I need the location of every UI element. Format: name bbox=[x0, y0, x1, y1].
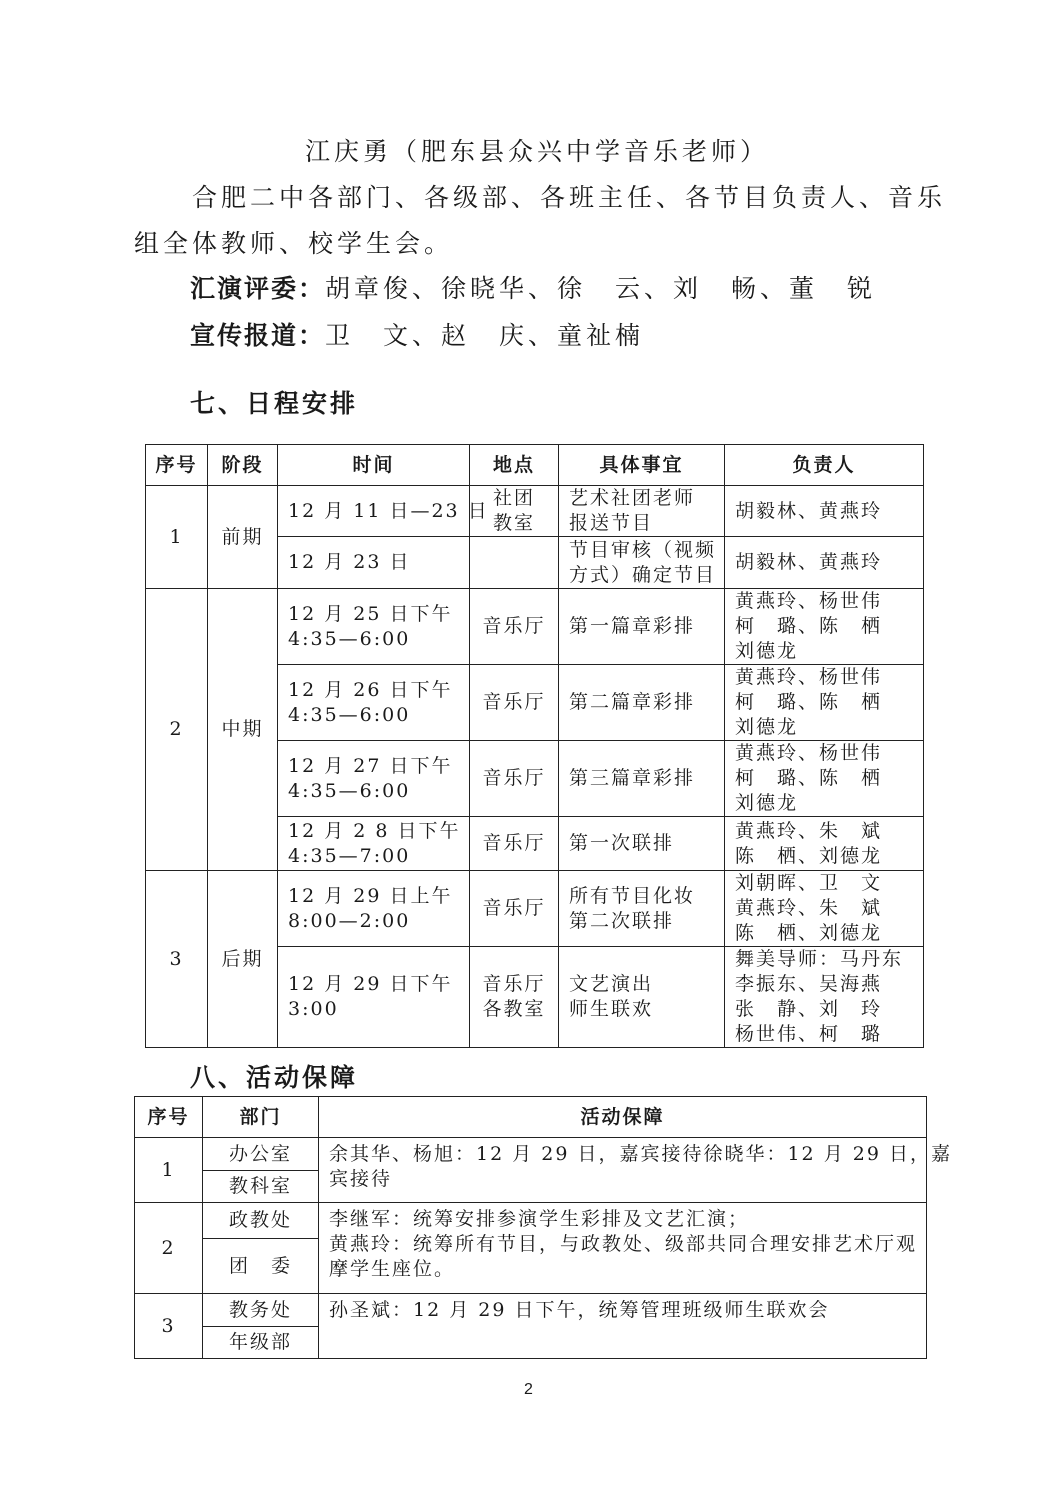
schedule-row bbox=[146, 871, 924, 947]
schedule-matter-cell-line: 第一次联排 bbox=[569, 832, 675, 854]
schedule-owner-cell bbox=[725, 589, 924, 665]
schedule-time-cell-line: 12 月 23 日 bbox=[288, 551, 411, 573]
judges-line bbox=[190, 266, 876, 312]
schedule-matter-cell bbox=[559, 665, 725, 741]
schedule-time-cell-line: 12 月 2 8 日下午 bbox=[288, 819, 461, 842]
schedule-owner-cell bbox=[725, 665, 924, 741]
schedule-matter-cell bbox=[559, 871, 725, 947]
support-no-cell: 1 bbox=[135, 1138, 203, 1203]
schedule-owner-cell-line: 刘朝晖、卫 文 bbox=[735, 872, 883, 894]
intro-line-1: 江庆勇（肥东县众兴中学音乐老师） bbox=[305, 137, 770, 166]
schedule-owner-cell-line: 胡毅林、黄燕玲 bbox=[735, 551, 883, 573]
schedule-matter-cell-line: 第三篇章彩排 bbox=[569, 767, 696, 789]
schedule-place-cell bbox=[470, 537, 559, 589]
support-dept-cell: 年级部 bbox=[203, 1327, 319, 1359]
schedule-owner-cell bbox=[725, 741, 924, 817]
press-line bbox=[190, 313, 644, 359]
schedule-owner-cell-line: 黄燕玲、朱 斌 bbox=[735, 897, 883, 919]
support-content-cell-line: 李继军：统筹安排参演学生彩排及文艺汇演； bbox=[329, 1208, 750, 1230]
schedule-owner-cell-line: 刘德龙 bbox=[735, 640, 799, 662]
schedule-owner-cell-line: 柯 璐、陈 栖 bbox=[735, 615, 883, 637]
support-content-cell bbox=[319, 1138, 952, 1203]
schedule-matter-cell bbox=[559, 486, 725, 537]
support-no-cell: 3 bbox=[135, 1294, 203, 1359]
schedule-time-cell bbox=[278, 486, 489, 537]
schedule-owner-cell-line: 柯 璐、陈 栖 bbox=[735, 767, 883, 789]
support-content-cell bbox=[319, 1294, 927, 1359]
schedule-matter-cell-line: 所有节目化妆 bbox=[569, 884, 696, 907]
schedule-owner-cell bbox=[725, 871, 924, 947]
schedule-place-cell bbox=[470, 817, 559, 871]
support-content-cell-line: 宾接待 bbox=[329, 1168, 393, 1190]
schedule-no-cell: 1 bbox=[146, 486, 208, 589]
schedule-matter-cell-line: 方式）确定节目 bbox=[569, 563, 717, 586]
support-content-cell bbox=[319, 1203, 927, 1294]
support-content-cell-line: 余其华、杨旭：12 月 29 日，嘉宾接待徐晓华：12 月 29 日，嘉 bbox=[329, 1143, 952, 1165]
schedule-time-cell-line: 4:35—6:00 bbox=[288, 627, 411, 650]
schedule-no-cell: 3 bbox=[146, 871, 208, 1048]
schedule-matter-cell-line: 师生联欢 bbox=[569, 998, 654, 1020]
support-header-cell: 部门 bbox=[203, 1097, 319, 1138]
schedule-owner-cell-line: 黄燕玲、杨世伟 bbox=[735, 666, 883, 688]
schedule-time-cell-line: 12 月 29 日上午 bbox=[288, 884, 453, 907]
support-row bbox=[135, 1203, 927, 1239]
schedule-header-cell: 负责人 bbox=[725, 445, 924, 486]
support-content-cell-line: 孙圣斌：12 月 29 日下午，统筹管理班级师生联欢会 bbox=[329, 1299, 830, 1321]
judges-names: 胡章俊、徐晓华、徐 云、刘 畅、董 锐 bbox=[325, 274, 877, 303]
press-label: 宣传报道： bbox=[190, 321, 326, 350]
schedule-stage-cell: 中期 bbox=[208, 589, 278, 871]
schedule-time-cell-line: 12 月 26 日下午 bbox=[288, 678, 453, 701]
schedule-owner-cell bbox=[725, 817, 924, 871]
schedule-matter-cell bbox=[559, 817, 725, 871]
schedule-owner-cell-line: 柯 璐、陈 栖 bbox=[735, 691, 883, 713]
support-content-cell-line: 黄燕玲：统筹所有节目，与政教处、级部共同合理安排艺术厅观 bbox=[329, 1233, 918, 1255]
intro-line-2: 合肥二中各部门、各级部、各班主任、各节目负责人、音乐 bbox=[192, 183, 947, 212]
schedule-owner-cell bbox=[725, 947, 924, 1048]
schedule-header-cell: 序号 bbox=[146, 445, 208, 486]
schedule-place-cell-line: 音乐厅 bbox=[482, 691, 546, 713]
schedule-owner-cell-line: 张 静、刘 玲 bbox=[735, 998, 883, 1020]
schedule-time-cell bbox=[278, 817, 470, 871]
schedule-no-cell: 2 bbox=[146, 589, 208, 871]
schedule-owner-cell-line: 李振东、吴海燕 bbox=[735, 973, 883, 995]
schedule-row bbox=[146, 486, 924, 537]
schedule-matter-cell-line: 第二次联排 bbox=[569, 909, 675, 932]
schedule-matter-cell bbox=[559, 741, 725, 817]
support-header-cell: 序号 bbox=[135, 1097, 203, 1138]
schedule-matter-cell-line: 节目审核（视频 bbox=[569, 538, 717, 561]
schedule-place-cell-line: 音乐厅 bbox=[482, 832, 546, 854]
schedule-matter-cell-line: 第一篇章彩排 bbox=[569, 615, 696, 637]
page-number: 2 bbox=[524, 1381, 533, 1398]
press-names: 卫 文、赵 庆、童祉楠 bbox=[325, 321, 645, 350]
schedule-stage-cell: 后期 bbox=[208, 871, 278, 1048]
schedule-time-cell-line: 4:35—6:00 bbox=[288, 703, 411, 726]
schedule-place-cell-line: 音乐厅 bbox=[482, 767, 546, 789]
schedule-owner-cell-line: 舞美导师：马丹东 bbox=[735, 948, 904, 970]
schedule-place-cell-line: 各教室 bbox=[482, 998, 546, 1020]
schedule-stage-cell: 前期 bbox=[208, 486, 278, 589]
schedule-matter-cell bbox=[559, 947, 725, 1048]
section-8-heading: 八、活动保障 bbox=[190, 1063, 359, 1092]
schedule-owner-cell bbox=[725, 486, 924, 537]
support-content-cell-line: 摩学生座位。 bbox=[329, 1258, 456, 1280]
support-dept-cell: 教务处 bbox=[203, 1294, 319, 1327]
schedule-matter-cell-line: 文艺演出 bbox=[569, 973, 654, 995]
schedule-place-cell bbox=[470, 947, 559, 1048]
schedule-matter-cell bbox=[559, 589, 725, 665]
schedule-table bbox=[145, 444, 924, 1048]
schedule-time-cell-line: 8:00—2:00 bbox=[288, 909, 411, 932]
schedule-time-cell-line: 3:00 bbox=[288, 998, 339, 1020]
schedule-place-cell bbox=[470, 589, 559, 665]
schedule-time-cell bbox=[278, 537, 470, 589]
schedule-owner-cell-line: 陈 栖、刘德龙 bbox=[735, 922, 883, 944]
schedule-matter-cell-line: 第二篇章彩排 bbox=[569, 691, 696, 713]
schedule-place-cell-line: 音乐厅 bbox=[482, 897, 546, 919]
support-table bbox=[134, 1096, 952, 1359]
schedule-header-cell: 阶段 bbox=[208, 445, 278, 486]
schedule-time-cell bbox=[278, 871, 470, 947]
schedule-header-cell: 地点 bbox=[470, 445, 559, 486]
schedule-header-row bbox=[146, 445, 924, 486]
schedule-place-cell bbox=[470, 871, 559, 947]
support-dept-cell: 政教处 bbox=[203, 1203, 319, 1239]
schedule-owner-cell-line: 黄燕玲、杨世伟 bbox=[735, 590, 883, 612]
schedule-time-cell-line: 4:35—7:00 bbox=[288, 844, 411, 867]
support-dept-cell: 教科室 bbox=[203, 1171, 319, 1203]
schedule-place-cell-line: 教室 bbox=[492, 512, 535, 534]
schedule-place-cell-line: 音乐厅 bbox=[482, 973, 546, 995]
schedule-owner-cell-line: 胡毅林、黄燕玲 bbox=[735, 499, 883, 522]
schedule-owner-cell-line: 黄燕玲、朱 斌 bbox=[735, 819, 883, 842]
support-header-cell: 活动保障 bbox=[319, 1097, 927, 1138]
schedule-place-cell bbox=[470, 665, 559, 741]
support-header-row bbox=[135, 1097, 927, 1138]
schedule-time-cell-line: 12 月 27 日下午 bbox=[288, 754, 453, 777]
schedule-owner-cell-line: 陈 栖、刘德龙 bbox=[735, 844, 883, 867]
schedule-place-cell-line: 社团 bbox=[492, 487, 535, 509]
schedule-time-cell-line: 12 月 25 日下午 bbox=[288, 602, 453, 625]
schedule-time-cell-line: 12 月 11 日—23 日 bbox=[288, 499, 489, 522]
schedule-header-cell: 具体事宜 bbox=[559, 445, 725, 486]
schedule-owner-cell-line: 杨世伟、柯 璐 bbox=[735, 1023, 883, 1045]
schedule-time-cell bbox=[278, 741, 470, 817]
support-row bbox=[135, 1294, 927, 1327]
schedule-owner-cell-line: 刘德龙 bbox=[735, 792, 799, 814]
schedule-time-cell bbox=[278, 947, 470, 1048]
schedule-owner-cell bbox=[725, 537, 924, 589]
schedule-owner-cell-line: 刘德龙 bbox=[735, 716, 799, 738]
support-row bbox=[135, 1138, 927, 1171]
schedule-time-cell-line: 4:35—6:00 bbox=[288, 779, 411, 802]
schedule-time-cell bbox=[278, 665, 470, 741]
support-dept-cell: 团 委 bbox=[203, 1239, 319, 1294]
schedule-owner-cell-line: 黄燕玲、杨世伟 bbox=[735, 742, 883, 764]
schedule-row bbox=[146, 589, 924, 665]
intro-line-3: 组全体教师、校学生会。 bbox=[134, 229, 454, 258]
schedule-place-cell bbox=[470, 741, 559, 817]
schedule-time-cell-line: 12 月 29 日下午 bbox=[288, 973, 453, 995]
schedule-matter-cell bbox=[559, 537, 725, 589]
support-dept-cell: 办公室 bbox=[203, 1138, 319, 1171]
section-7-heading: 七、日程安排 bbox=[190, 389, 359, 418]
schedule-matter-cell-line: 艺术社团老师 bbox=[569, 487, 696, 509]
schedule-header-cell: 时间 bbox=[278, 445, 470, 486]
schedule-place-cell-line: 音乐厅 bbox=[482, 615, 546, 637]
schedule-time-cell bbox=[278, 589, 470, 665]
judges-label: 汇演评委： bbox=[190, 274, 326, 303]
support-no-cell: 2 bbox=[135, 1203, 203, 1294]
schedule-matter-cell-line: 报送节目 bbox=[569, 512, 654, 534]
